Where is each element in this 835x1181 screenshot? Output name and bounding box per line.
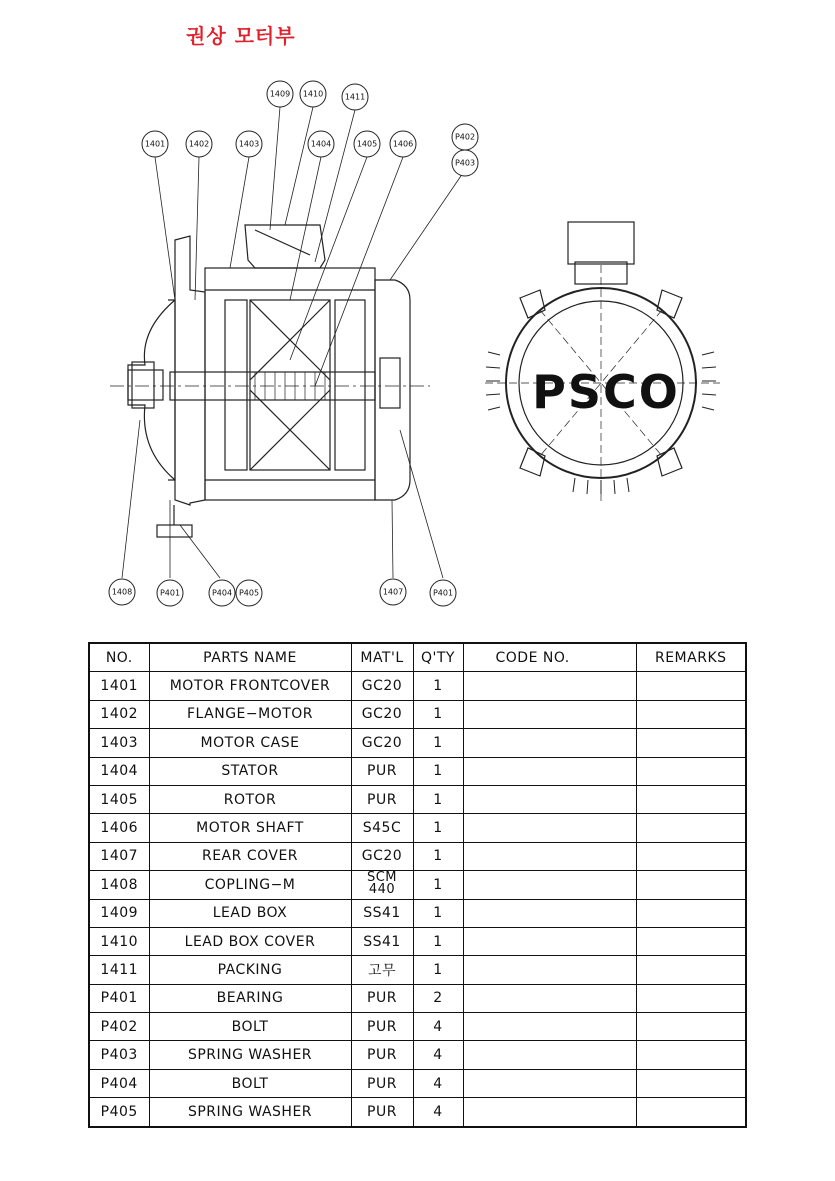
- callout-1402: [186, 131, 212, 157]
- cell-code-no: [463, 899, 636, 927]
- cell-parts-name: MOTOR SHAFT: [149, 814, 351, 842]
- cell-no: P403: [89, 1041, 149, 1069]
- cell-material: PUR: [351, 1069, 413, 1097]
- header-remarks: REMARKS: [636, 643, 746, 672]
- cell-quantity: 1: [413, 700, 463, 728]
- cell-code-no: [463, 672, 636, 700]
- cell-parts-name: SPRING WASHER: [149, 1098, 351, 1127]
- cell-remarks: [636, 842, 746, 870]
- cell-code-no: [463, 1069, 636, 1097]
- header-code-no: CODE NO.: [463, 643, 636, 672]
- cell-parts-name: LEAD BOX: [149, 899, 351, 927]
- cell-no: 1410: [89, 927, 149, 955]
- cell-parts-name: COPLING−M: [149, 871, 351, 899]
- cell-code-no: [463, 729, 636, 757]
- cell-no: 1402: [89, 700, 149, 728]
- cell-no: P404: [89, 1069, 149, 1097]
- table-row: [89, 757, 746, 785]
- callout-1403: [236, 131, 262, 157]
- cell-material: SS41: [351, 927, 413, 955]
- cell-remarks: [636, 814, 746, 842]
- cell-material: PUR: [351, 757, 413, 785]
- callout-1410: [300, 81, 326, 107]
- cell-code-no: [463, 757, 636, 785]
- cell-remarks: [636, 757, 746, 785]
- svg-text:P403: P403: [454, 158, 476, 168]
- cell-quantity: 1: [413, 729, 463, 757]
- table-row: [89, 899, 746, 927]
- cell-quantity: 1: [413, 956, 463, 984]
- callout-p405: [236, 580, 262, 606]
- cell-parts-name: ROTOR: [149, 785, 351, 813]
- cell-parts-name: BEARING: [149, 984, 351, 1012]
- callout-1405: [354, 131, 380, 157]
- callout-1406: [390, 131, 416, 157]
- callout-p403: [452, 150, 478, 176]
- callout-1404: [308, 131, 334, 157]
- svg-text:1409: 1409: [269, 89, 291, 99]
- cell-quantity: 1: [413, 785, 463, 813]
- cell-quantity: 4: [413, 1013, 463, 1041]
- table-row: [89, 1098, 746, 1127]
- cell-code-no: [463, 984, 636, 1012]
- cell-code-no: [463, 1013, 636, 1041]
- svg-text:1403: 1403: [238, 139, 260, 149]
- callout-1407: [380, 579, 406, 605]
- cell-parts-name: MOTOR FRONTCOVER: [149, 672, 351, 700]
- cell-remarks: [636, 1013, 746, 1041]
- cell-remarks: [636, 785, 746, 813]
- cell-material: 고무: [351, 956, 413, 984]
- cell-code-no: [463, 785, 636, 813]
- cell-no: P405: [89, 1098, 149, 1127]
- cell-remarks: [636, 672, 746, 700]
- header-parts-name: PARTS NAME: [149, 643, 351, 672]
- cell-material: PUR: [351, 785, 413, 813]
- cell-quantity: 4: [413, 1098, 463, 1127]
- svg-text:P405: P405: [238, 588, 260, 598]
- cell-code-no: [463, 871, 636, 899]
- cell-no: 1407: [89, 842, 149, 870]
- table-row: [89, 785, 746, 813]
- callout-1409: [267, 81, 293, 107]
- cell-code-no: [463, 814, 636, 842]
- cell-quantity: 4: [413, 1041, 463, 1069]
- cell-remarks: [636, 1041, 746, 1069]
- cell-no: 1409: [89, 899, 149, 927]
- cell-code-no: [463, 956, 636, 984]
- cell-code-no: [463, 700, 636, 728]
- cell-quantity: 1: [413, 899, 463, 927]
- cell-code-no: [463, 842, 636, 870]
- cell-remarks: [636, 956, 746, 984]
- header-material: MAT'L: [351, 643, 413, 672]
- cell-remarks: [636, 899, 746, 927]
- cell-remarks: [636, 729, 746, 757]
- motor-end-view: [485, 222, 720, 505]
- cell-parts-name: SPRING WASHER: [149, 1041, 351, 1069]
- table-row: [89, 1041, 746, 1069]
- cell-no: P401: [89, 984, 149, 1012]
- table-row: [89, 842, 746, 870]
- table-row: [89, 1013, 746, 1041]
- cell-no: 1403: [89, 729, 149, 757]
- callout-1408: [109, 579, 135, 605]
- svg-text:1404: 1404: [310, 139, 332, 149]
- cell-quantity: 1: [413, 871, 463, 899]
- cell-code-no: [463, 1041, 636, 1069]
- cell-no: P402: [89, 1013, 149, 1041]
- cell-material: [351, 871, 413, 899]
- svg-text:1411: 1411: [344, 92, 366, 102]
- cell-no: 1401: [89, 672, 149, 700]
- callout-p401-rear: [430, 580, 456, 606]
- cell-material: GC20: [351, 842, 413, 870]
- svg-text:P401: P401: [432, 588, 454, 598]
- cell-material: GC20: [351, 700, 413, 728]
- cell-quantity: 4: [413, 1069, 463, 1097]
- cell-parts-name: BOLT: [149, 1069, 351, 1097]
- cell-no: 1404: [89, 757, 149, 785]
- cell-remarks: [636, 927, 746, 955]
- table-row: [89, 1069, 746, 1097]
- cell-no: 1411: [89, 956, 149, 984]
- table-row: [89, 956, 746, 984]
- cell-quantity: 1: [413, 757, 463, 785]
- motor-drawing: [0, 60, 835, 620]
- svg-text:P404: P404: [211, 588, 233, 598]
- table-row: [89, 729, 746, 757]
- callout-p402: [452, 124, 478, 150]
- cell-remarks: [636, 1069, 746, 1097]
- psco-logo: PSCO: [532, 365, 680, 419]
- svg-text:P401: P401: [159, 588, 181, 598]
- cell-parts-name: PACKING: [149, 956, 351, 984]
- svg-text:P402: P402: [454, 132, 476, 142]
- cell-remarks: [636, 700, 746, 728]
- table-row: [89, 984, 746, 1012]
- callout-p401-front: [157, 580, 183, 606]
- svg-text:1402: 1402: [188, 139, 210, 149]
- cell-parts-name: STATOR: [149, 757, 351, 785]
- cell-remarks: [636, 1098, 746, 1127]
- page-title: 권상 모터부: [186, 24, 296, 48]
- callout-1411: [342, 84, 368, 110]
- cell-quantity: 2: [413, 984, 463, 1012]
- table-row: [89, 871, 746, 899]
- cell-remarks: [636, 871, 746, 899]
- cell-no: 1406: [89, 814, 149, 842]
- cell-quantity: 1: [413, 927, 463, 955]
- header-no: NO.: [89, 643, 149, 672]
- table-row: [89, 814, 746, 842]
- cell-remarks: [636, 984, 746, 1012]
- cell-material: PUR: [351, 1013, 413, 1041]
- cell-code-no: [463, 1098, 636, 1127]
- cell-material: PUR: [351, 1098, 413, 1127]
- cell-parts-name: MOTOR CASE: [149, 729, 351, 757]
- table-row: [89, 672, 746, 700]
- callout-p404: [209, 580, 235, 606]
- callout-1401: [142, 131, 168, 157]
- table-header-row: [89, 643, 746, 672]
- cell-material: PUR: [351, 1041, 413, 1069]
- cell-quantity: 1: [413, 842, 463, 870]
- svg-text:1407: 1407: [382, 587, 404, 597]
- cell-material: PUR: [351, 984, 413, 1012]
- cell-quantity: 1: [413, 672, 463, 700]
- cell-material: SS41: [351, 899, 413, 927]
- cell-quantity: 1: [413, 814, 463, 842]
- svg-text:1410: 1410: [302, 89, 324, 99]
- cell-parts-name: LEAD BOX COVER: [149, 927, 351, 955]
- svg-text:1408: 1408: [111, 587, 133, 597]
- svg-text:1406: 1406: [392, 139, 414, 149]
- table-row: [89, 700, 746, 728]
- svg-text:1405: 1405: [356, 139, 378, 149]
- svg-text:1401: 1401: [144, 139, 166, 149]
- table-row: [89, 927, 746, 955]
- cell-material: S45C: [351, 814, 413, 842]
- material-label: SCM 440: [366, 870, 398, 898]
- cell-no: 1408: [89, 871, 149, 899]
- cell-code-no: [463, 927, 636, 955]
- cell-no: 1405: [89, 785, 149, 813]
- cell-parts-name: BOLT: [149, 1013, 351, 1041]
- cell-material: GC20: [351, 729, 413, 757]
- cell-material: GC20: [351, 672, 413, 700]
- header-quantity: Q'TY: [413, 643, 463, 672]
- cell-parts-name: REAR COVER: [149, 842, 351, 870]
- cell-parts-name: FLANGE−MOTOR: [149, 700, 351, 728]
- parts-table: [88, 642, 747, 1128]
- motor-section-view: [110, 225, 430, 537]
